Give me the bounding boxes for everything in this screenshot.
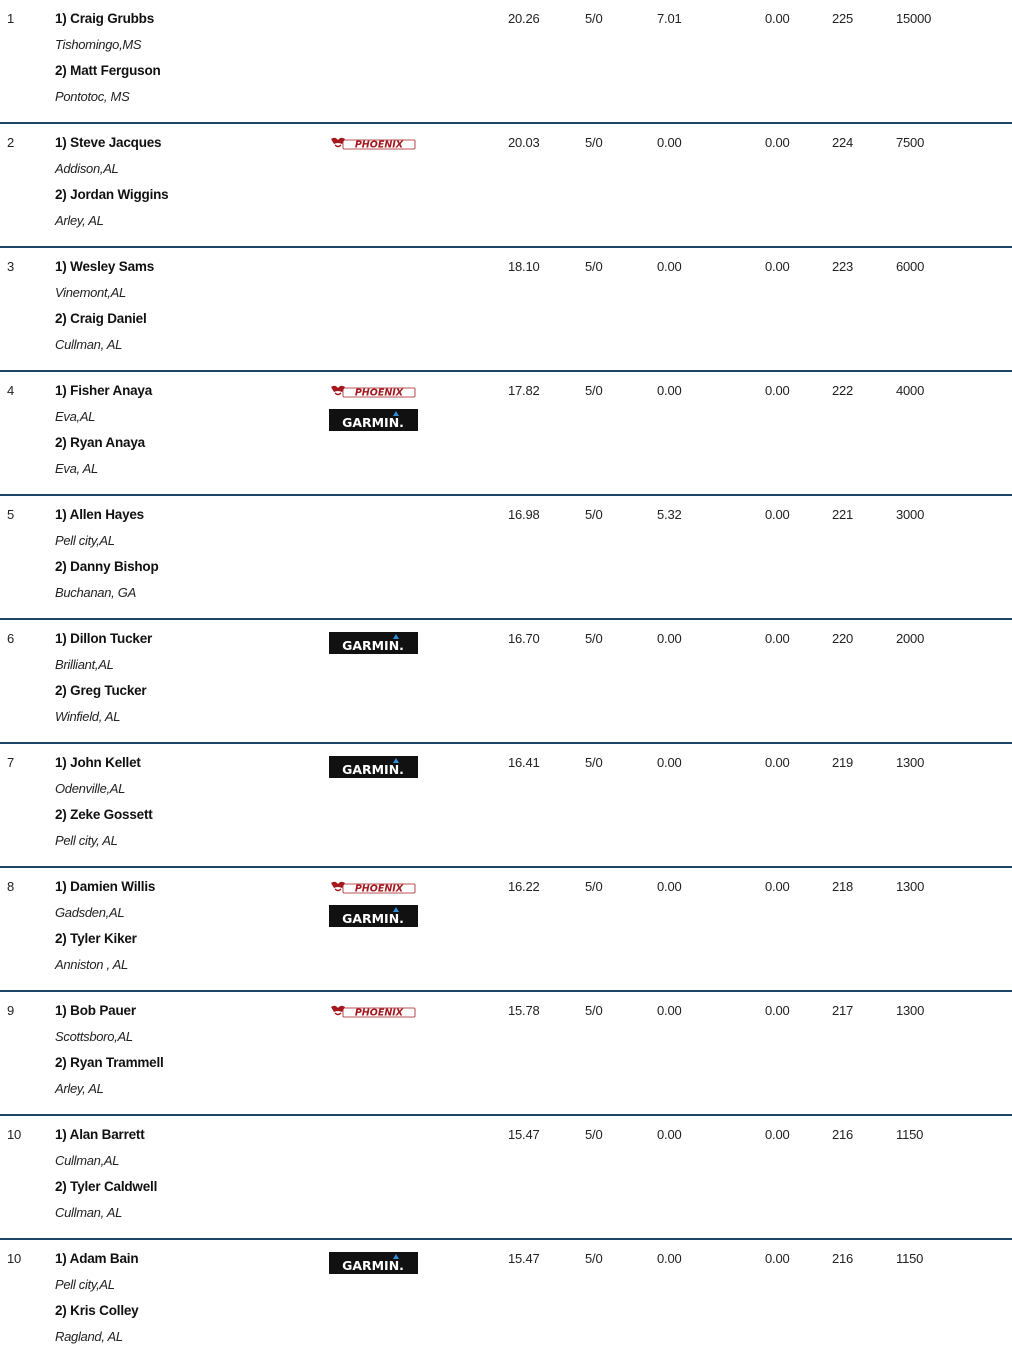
big-fish-cell: 5.32 (657, 507, 682, 522)
big-fish-cell: 0.00 (657, 135, 682, 150)
winnings-cell: 7500 (896, 135, 925, 150)
angler-1-name: 1) Damien Willis (55, 879, 156, 894)
angler-2-name: 2) Tyler Caldwell (55, 1179, 158, 1194)
garmin-logo (329, 632, 418, 654)
svg-text:GARMIN.: GARMIN. (342, 638, 404, 653)
phoenix-logo (329, 136, 418, 152)
place-cell: 1 (7, 11, 15, 26)
place-cell: 6 (7, 631, 15, 646)
angler-2-hometown: Buchanan, GA (55, 585, 136, 600)
winnings-cell: 1150 (896, 1127, 924, 1142)
points-cell: 220 (832, 631, 854, 646)
winnings-cell: 1150 (896, 1251, 924, 1266)
angler-2-hometown: Pontotoc, MS (55, 89, 130, 104)
angler-1-name: 1) Adam Bain (55, 1251, 139, 1266)
points-cell: 225 (832, 11, 854, 26)
angler-1-hometown: Pell city,AL (55, 533, 115, 548)
angler-1-name: 1) Wesley Sams (55, 259, 155, 274)
sponsor-logos (329, 756, 421, 783)
result-row (0, 868, 1012, 992)
penalty-cell: 0.00 (765, 507, 790, 522)
svg-text:GARMIN.: GARMIN. (342, 415, 404, 430)
svg-text:PHOENIX: PHOENIX (354, 1007, 404, 1019)
fish-count-cell: 5/0 (585, 1251, 603, 1266)
result-row (0, 124, 1012, 248)
weight-cell: 15.78 (508, 1003, 540, 1018)
place-cell: 7 (7, 755, 15, 770)
angler-2-name: 2) Ryan Anaya (55, 435, 145, 450)
angler-1-name: 1) Dillon Tucker (55, 631, 153, 646)
result-row (0, 620, 1012, 744)
angler-2-hometown: Anniston , AL (55, 957, 128, 972)
fish-count-cell: 5/0 (585, 507, 603, 522)
angler-2-hometown: Pell city, AL (55, 833, 118, 848)
place-cell: 9 (7, 1003, 15, 1018)
angler-1-hometown: Brilliant,AL (55, 657, 114, 672)
weight-cell: 18.10 (508, 259, 540, 274)
penalty-cell: 0.00 (765, 631, 790, 646)
fish-count-cell: 5/0 (585, 259, 603, 274)
penalty-cell: 0.00 (765, 11, 790, 26)
weight-cell: 15.47 (508, 1127, 540, 1142)
points-cell: 216 (832, 1251, 854, 1266)
svg-text:PHOENIX: PHOENIX (354, 387, 404, 399)
place-cell: 2 (7, 135, 15, 150)
angler-2-hometown: Cullman, AL (55, 1205, 123, 1220)
angler-1-hometown: Scottsboro,AL (55, 1029, 133, 1044)
team-cell (55, 506, 315, 610)
weight-cell: 17.82 (508, 383, 540, 398)
team-cell (55, 134, 315, 238)
angler-1-hometown: Gadsden,AL (55, 905, 125, 920)
weight-cell: 16.98 (508, 507, 540, 522)
weight-cell: 16.22 (508, 879, 540, 894)
angler-2-hometown: Arley, AL (55, 213, 104, 228)
winnings-cell: 15000 (896, 11, 932, 26)
place-cell: 5 (7, 507, 15, 522)
winnings-cell: 1300 (896, 879, 925, 894)
fish-count-cell: 5/0 (585, 1003, 603, 1018)
angler-2-hometown: Arley, AL (55, 1081, 104, 1096)
penalty-cell: 0.00 (765, 755, 790, 770)
fish-count-cell: 5/0 (585, 135, 603, 150)
fish-count-cell: 5/0 (585, 879, 603, 894)
angler-1-hometown: Eva,AL (55, 409, 96, 424)
place-cell: 3 (7, 259, 15, 274)
big-fish-cell: 0.00 (657, 755, 682, 770)
sponsor-logos (329, 1004, 421, 1029)
garmin-logo (329, 756, 418, 778)
angler-2-name: 2) Tyler Kiker (55, 931, 137, 946)
winnings-cell: 1300 (896, 755, 925, 770)
sponsor-logos (329, 136, 421, 161)
weight-cell: 15.47 (508, 1251, 540, 1266)
angler-1-name: 1) Bob Pauer (55, 1003, 136, 1018)
penalty-cell: 0.00 (765, 135, 790, 150)
angler-2-name: 2) Craig Daniel (55, 311, 147, 326)
winnings-cell: 1300 (896, 1003, 925, 1018)
angler-1-name: 1) Fisher Anaya (55, 383, 153, 398)
angler-1-name: 1) Steve Jacques (55, 135, 162, 150)
result-row (0, 992, 1012, 1116)
angler-1-hometown: Tishomingo,MS (55, 37, 142, 52)
team-cell (55, 754, 315, 858)
phoenix-logo (329, 384, 418, 400)
garmin-logo (329, 1252, 418, 1274)
angler-2-name: 2) Matt Ferguson (55, 63, 161, 78)
svg-text:GARMIN.: GARMIN. (342, 911, 404, 926)
result-row (0, 1116, 1012, 1240)
sponsor-logos (329, 1252, 421, 1279)
angler-2-name: 2) Danny Bishop (55, 559, 159, 574)
big-fish-cell: 0.00 (657, 879, 682, 894)
phoenix-logo (329, 1004, 418, 1020)
svg-text:PHOENIX: PHOENIX (354, 883, 404, 895)
angler-1-name: 1) Craig Grubbs (55, 11, 155, 26)
big-fish-cell: 0.00 (657, 259, 682, 274)
weight-cell: 16.70 (508, 631, 540, 646)
penalty-cell: 0.00 (765, 1127, 790, 1142)
result-row (0, 496, 1012, 620)
points-cell: 223 (832, 259, 854, 274)
angler-2-hometown: Cullman, AL (55, 337, 123, 352)
penalty-cell: 0.00 (765, 1251, 790, 1266)
big-fish-cell: 0.00 (657, 1127, 682, 1142)
winnings-cell: 2000 (896, 631, 925, 646)
angler-2-name: 2) Zeke Gossett (55, 807, 153, 822)
angler-1-name: 1) John Kellet (55, 755, 141, 770)
big-fish-cell: 0.00 (657, 1251, 682, 1266)
angler-2-hometown: Eva, AL (55, 461, 98, 476)
points-cell: 222 (832, 383, 854, 398)
team-cell (55, 10, 315, 114)
fish-count-cell: 5/0 (585, 383, 603, 398)
fish-count-cell: 5/0 (585, 755, 603, 770)
angler-1-hometown: Addison,AL (55, 161, 119, 176)
angler-1-hometown: Cullman,AL (55, 1153, 120, 1168)
angler-2-hometown: Winfield, AL (55, 709, 121, 724)
team-cell (55, 1002, 315, 1106)
points-cell: 224 (832, 135, 854, 150)
points-cell: 221 (832, 507, 854, 522)
team-cell (55, 382, 315, 486)
angler-2-name: 2) Greg Tucker (55, 683, 147, 698)
penalty-cell: 0.00 (765, 259, 790, 274)
place-cell: 10 (7, 1127, 22, 1142)
sponsor-logos (329, 384, 421, 436)
place-cell: 10 (7, 1251, 22, 1266)
result-row (0, 0, 1012, 124)
winnings-cell: 4000 (896, 383, 925, 398)
big-fish-cell: 7.01 (657, 11, 682, 26)
svg-text:PHOENIX: PHOENIX (354, 139, 404, 151)
angler-1-name: 1) Alan Barrett (55, 1127, 145, 1142)
angler-2-hometown: Ragland, AL (55, 1329, 123, 1344)
result-row (0, 744, 1012, 868)
place-cell: 8 (7, 879, 15, 894)
fish-count-cell: 5/0 (585, 1127, 603, 1142)
place-cell: 4 (7, 383, 15, 398)
angler-2-name: 2) Jordan Wiggins (55, 187, 169, 202)
phoenix-logo (329, 880, 418, 896)
sponsor-logos (329, 880, 421, 932)
big-fish-cell: 0.00 (657, 383, 682, 398)
team-cell (55, 630, 315, 734)
team-cell (55, 1126, 315, 1230)
fish-count-cell: 5/0 (585, 631, 603, 646)
angler-2-name: 2) Kris Colley (55, 1303, 139, 1318)
svg-text:GARMIN.: GARMIN. (342, 762, 404, 777)
angler-1-name: 1) Allen Hayes (55, 507, 144, 522)
penalty-cell: 0.00 (765, 1003, 790, 1018)
winnings-cell: 6000 (896, 259, 925, 274)
points-cell: 218 (832, 879, 854, 894)
result-row (0, 1240, 1012, 1362)
winnings-cell: 3000 (896, 507, 925, 522)
team-cell (55, 258, 315, 362)
weight-cell: 20.03 (508, 135, 540, 150)
angler-1-hometown: Pell city,AL (55, 1277, 115, 1292)
points-cell: 216 (832, 1127, 854, 1142)
team-cell (55, 1250, 315, 1354)
fish-count-cell: 5/0 (585, 11, 603, 26)
team-cell (55, 878, 315, 982)
garmin-logo (329, 409, 418, 431)
big-fish-cell: 0.00 (657, 631, 682, 646)
angler-2-name: 2) Ryan Trammell (55, 1055, 164, 1070)
angler-1-hometown: Vinemont,AL (55, 285, 126, 300)
garmin-logo (329, 905, 418, 927)
svg-text:GARMIN.: GARMIN. (342, 1258, 404, 1273)
sponsor-logos (329, 632, 421, 659)
weight-cell: 16.41 (508, 755, 540, 770)
penalty-cell: 0.00 (765, 383, 790, 398)
points-cell: 217 (832, 1003, 854, 1018)
points-cell: 219 (832, 755, 854, 770)
penalty-cell: 0.00 (765, 879, 790, 894)
result-row (0, 372, 1012, 496)
weight-cell: 20.26 (508, 11, 540, 26)
big-fish-cell: 0.00 (657, 1003, 682, 1018)
result-row (0, 248, 1012, 372)
angler-1-hometown: Odenville,AL (55, 781, 126, 796)
